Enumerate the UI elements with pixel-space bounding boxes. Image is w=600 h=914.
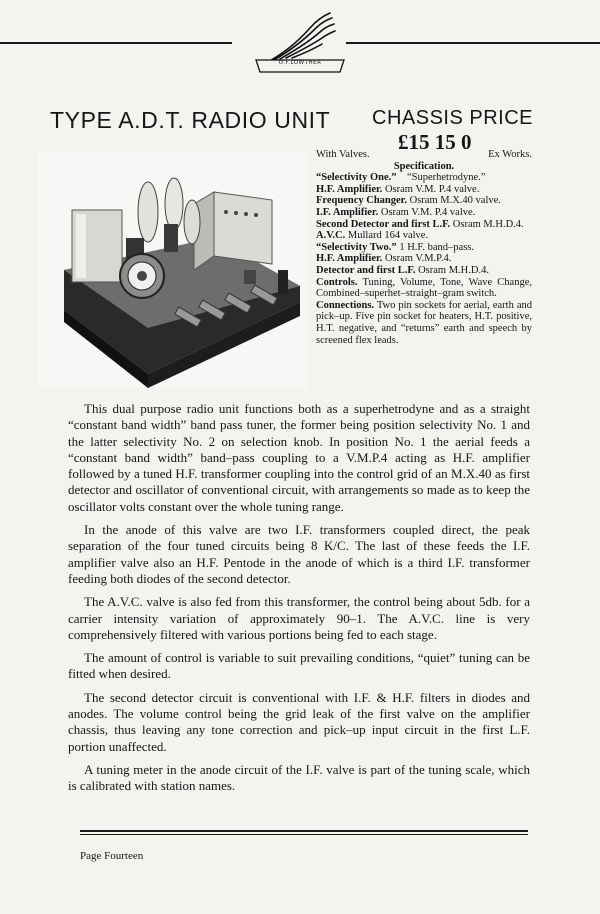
- paragraph: The amount of control is variable to suit prevailing conditions, “quiet” tuning can be fitted when desired.: [68, 650, 530, 682]
- spec-line: “Selectivity Two.” 1 H.F. band–pass.: [316, 241, 475, 253]
- paragraph: The A.V.C. valve is also fed from this transformer, the control being about 5db. for a carrier intensity variation of approximately 90–1. The A.V.C. line is very comprehensively filtered with various portions being fed to each stage.: [68, 594, 530, 642]
- spec-line: Controls. Tuning, Volume, Tone, Wave Change, Combined–superhet–straight–gram switch.: [316, 276, 532, 300]
- spec-line: I.F. Amplifier. Osram V.M. P.4 valve.: [316, 206, 476, 218]
- description-body: [68, 401, 530, 802]
- header-rule-left: [0, 42, 232, 44]
- spec-line: “Selectivity One.” “Superhetrodyne.”: [316, 172, 486, 184]
- specification-panel: [316, 149, 532, 346]
- ex-works-text: Ex Works.: [488, 149, 532, 160]
- footer-rule-bottom: [80, 834, 528, 835]
- spec-line: H.F. Amplifier. Osram V.M.P.4.: [316, 253, 452, 265]
- spec-valves-row: [316, 149, 532, 161]
- spec-line: A.V.C. Mullard 164 valve.: [316, 230, 429, 242]
- winged-logo: [250, 10, 350, 76]
- page-number: Page Fourteen: [80, 850, 144, 862]
- with-valves-text: With Valves.: [316, 149, 370, 160]
- paragraph: In the anode of this valve are two I.F. transformers coupled direct, the peak separation of the four tuned circuits being 8 K/C. The last of these feeds the I.F. amplifier valve also an H.F. Pentode in the anode of which is a third I.F. transformer feeding both diodes of the second detector.: [68, 522, 530, 586]
- paragraph: This dual purpose radio unit functions both as a superhetrodyne and as a straight “constant band width” band pass tuner, the former being position selectivity No. 1 and the latter selectivity No. 2 on selection knob. In position No. 1 the aerial feeds a “constant band width” band–pass coupling to a V.M.P.4 acting as H.F. amplifier followed by a tuned H.F. transformer coupling into the control grid of an M.X.40 as first detector and oscillator of conventional circuit, with arrangements so made as to keep the oscillator volts constant over the whole tuning range.: [68, 401, 530, 514]
- radio-unit-photo: [38, 152, 308, 388]
- spec-line: Frequency Changer. Osram M.X.40 valve.: [316, 195, 501, 207]
- spec-heading: Specification.: [393, 160, 455, 172]
- chassis-price-label: CHASSIS PRICE: [372, 107, 533, 129]
- spec-line: Second Detector and first L.F. Osram M.H.D.4.: [316, 218, 524, 230]
- footer-rule-top: [80, 830, 528, 832]
- header-rule-right: [346, 42, 600, 44]
- paragraph: A tuning meter in the anode circuit of the I.F. valve is part of the tuning scale, which is calibrated with station names.: [68, 761, 530, 794]
- page-title: TYPE A.D.T. RADIO UNIT: [50, 107, 331, 133]
- spec-line: H.F. Amplifier. Osram V.M. P.4 valve.: [316, 183, 480, 195]
- price-value: £15 15 0: [398, 130, 472, 154]
- spec-line: Connections. Two pin sockets for aerial, earth and pick–up. Five pin socket for heaters, H.T. positive, H.T. negative, and “returns” earth and speech by screened flex leads.: [316, 299, 533, 346]
- spec-line: Detector and first L.F. Osram M.H.D.4.: [316, 264, 489, 276]
- paragraph: The second detector circuit is conventional with I.F. & H.F. filters in diodes and anodes. The volume control being the grid leak of the first valve on the amplifier chassis, thus leaving any tone correction and pick–up input circuit in the first L.F. portion unaffected.: [68, 689, 530, 754]
- logo-lettering: O.F.LOWTHER: [278, 60, 322, 66]
